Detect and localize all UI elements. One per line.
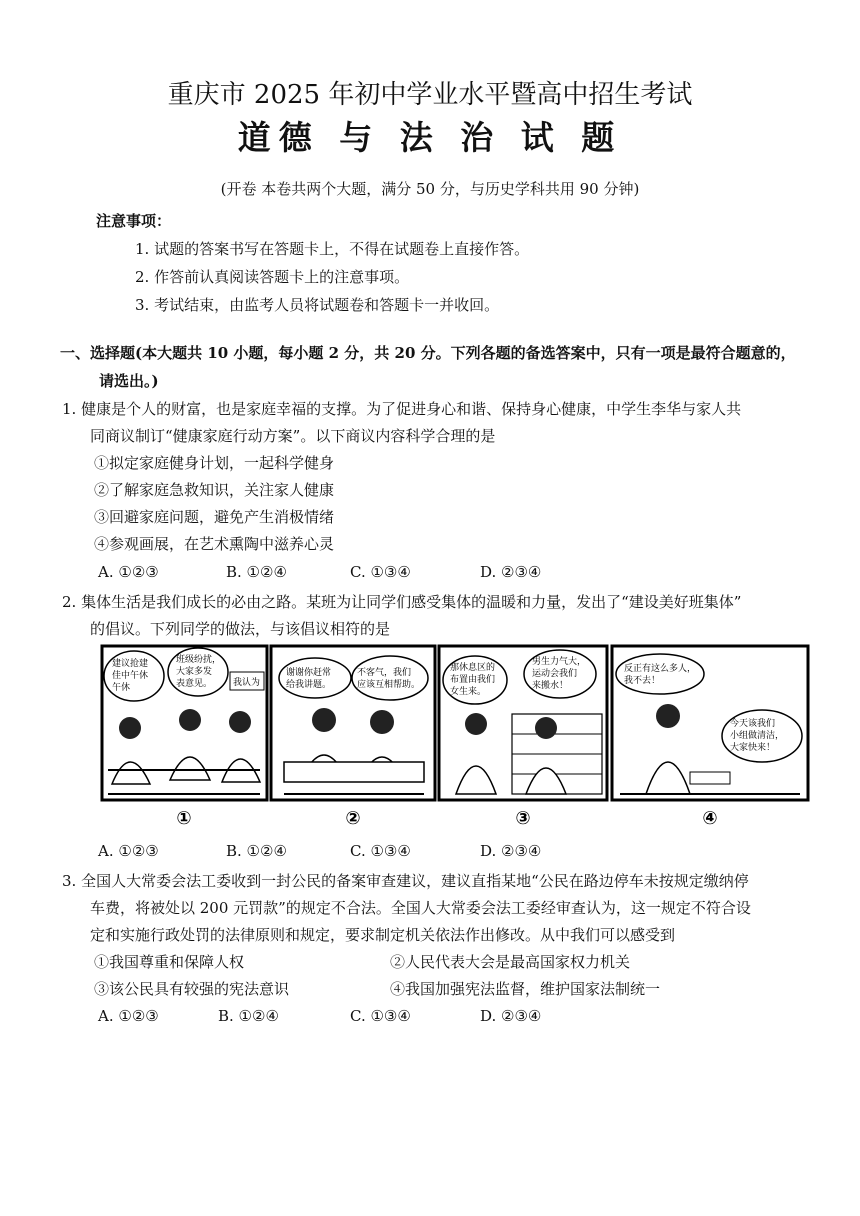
subject-title: 道德 与 法 治 试 题 (237, 118, 623, 157)
bubble-text: 谢谢你赶常 (286, 668, 332, 678)
q3-stem: 3. 全国人大常委会法工委收到一封公民的备案审查建议，建议直指某地“公民在路边停车未按规定缴纳停 (62, 872, 749, 890)
bubble-text: 小组做清洁， (730, 731, 785, 741)
bubble-text: 大家快来！ (730, 743, 776, 753)
bubble-text: 建议抢建 (112, 659, 149, 669)
q3-statement: ②人民代表大会是最高国家权力机关 (390, 953, 631, 971)
bubble-text: 应该互相帮助。 (357, 680, 421, 690)
q2-option-a[interactable]: A. ①②③ (98, 842, 159, 860)
q1-option-c[interactable]: C. ①③④ (350, 563, 411, 581)
q3-option-d[interactable]: D. ②③④ (480, 1007, 542, 1025)
comic-panel-2 (271, 646, 435, 800)
q3-option-a[interactable]: A. ①②③ (98, 1007, 159, 1025)
section-heading: 一、选择题(本大题共 10 小题，每小题 2 分，共 20 分。下列各题的备选答案中，只有一项是最符合题意的， (60, 344, 796, 362)
q2-stem-cont: 的倡议。下列同学的做法，与该倡议相符的是 (90, 620, 391, 638)
q3-statement: ④我国加强宪法监督，维护国家法制统一 (390, 980, 661, 998)
bubble-text: 不客气，我们 (357, 668, 412, 678)
bubble-text: 表意见。 (176, 679, 213, 689)
q3-option-c[interactable]: C. ①③④ (350, 1007, 411, 1025)
bubble-text: 那休息区的 (450, 663, 496, 673)
bubble-text: 布置由我们 (450, 675, 496, 685)
q1-option-d[interactable]: D. ②③④ (480, 563, 542, 581)
q2-option-b[interactable]: B. ①②④ (226, 842, 287, 860)
bubble-text: 我不去！ (624, 676, 661, 686)
q1-stem-cont: 同商议制订“健康家庭行动方案”。以下商议内容科学合理的是 (90, 427, 496, 445)
section-heading-cont: 请选出。) (99, 372, 159, 390)
q3-option-b[interactable]: B. ①②④ (218, 1007, 279, 1025)
panel-number: ③ (515, 808, 531, 829)
q3-stem-cont: 车费，将被处以 200 元罚款”的规定不合法。全国人大常委会法工委经审查认为，这一规定不符合设 (90, 899, 751, 917)
bubble-text: 班级纷扰， (176, 655, 222, 665)
q1-option-b[interactable]: B. ①②④ (226, 563, 287, 581)
notes-heading: 注意事项： (96, 212, 172, 230)
exam-info: (开卷 本卷共两个大题，满分 50 分，与历史学科共用 90 分钟) (220, 180, 640, 198)
q1-stem: 1. 健康是个人的财富，也是家庭幸福的支撑。为了促进身心和谐、保持身心健康，中学生李华与家人共 (62, 400, 742, 418)
q3-statement: ③该公民具有较强的宪法意识 (94, 980, 290, 998)
bubble-text: 佳中午休 (112, 671, 149, 681)
comic-panel-4 (612, 646, 808, 800)
panel-number: ② (345, 808, 361, 829)
q3-stem-cont: 定和实施行政处罚的法律原则和规定，要求制定机关依法作出修改。从中我们可以感受到 (90, 926, 676, 944)
bubble-text: 大家多发 (176, 667, 213, 677)
comic-strip (100, 644, 812, 830)
bubble-text: 男生力气大， (532, 657, 587, 667)
note-item: 3. 考试结束，由监考人员将试题卷和答题卡一并收回。 (135, 296, 500, 314)
q3-statement: ①我国尊重和保障人权 (94, 953, 245, 971)
q1-option-a[interactable]: A. ①②③ (98, 563, 159, 581)
q1-statement: ③回避家庭问题，避免产生消极情绪 (94, 508, 335, 526)
bubble-text: 来搬水！ (532, 681, 569, 691)
bubble-text: 运动会我们 (532, 669, 578, 679)
bubble-text: 午休 (112, 683, 131, 693)
bubble-text: 今天该我们 (730, 719, 776, 729)
comic-panel-3 (439, 646, 607, 800)
note-item: 2. 作答前认真阅读答题卡上的注意事项。 (135, 268, 410, 286)
q2-option-c[interactable]: C. ①③④ (350, 842, 411, 860)
panel-number: ④ (702, 808, 718, 829)
bubble-text: 女生来。 (450, 687, 487, 697)
bubble-text: 反正有这么多人， (624, 664, 697, 674)
bubble-text: 我认为 (233, 678, 261, 688)
q1-statement: ②了解家庭急救知识，关注家人健康 (94, 481, 335, 499)
q1-statement: ①拟定家庭健身计划，一起科学健身 (94, 454, 335, 472)
panel-number: ① (176, 808, 192, 829)
exam-title: 重庆市 2025 年初中学业水平暨高中招生考试 (167, 80, 693, 110)
q2-option-d[interactable]: D. ②③④ (480, 842, 542, 860)
q1-statement: ④参观画展，在艺术熏陶中滋养心灵 (94, 535, 335, 553)
comic-panel-1 (102, 646, 267, 800)
bubble-text: 给我讲题。 (286, 680, 332, 690)
note-item: 1. 试题的答案书写在答题卡上，不得在试题卷上直接作答。 (135, 240, 530, 258)
q2-stem: 2. 集体生活是我们成长的必由之路。某班为让同学们感受集体的温暖和力量，发出了“建设美好班集体” (62, 593, 742, 611)
